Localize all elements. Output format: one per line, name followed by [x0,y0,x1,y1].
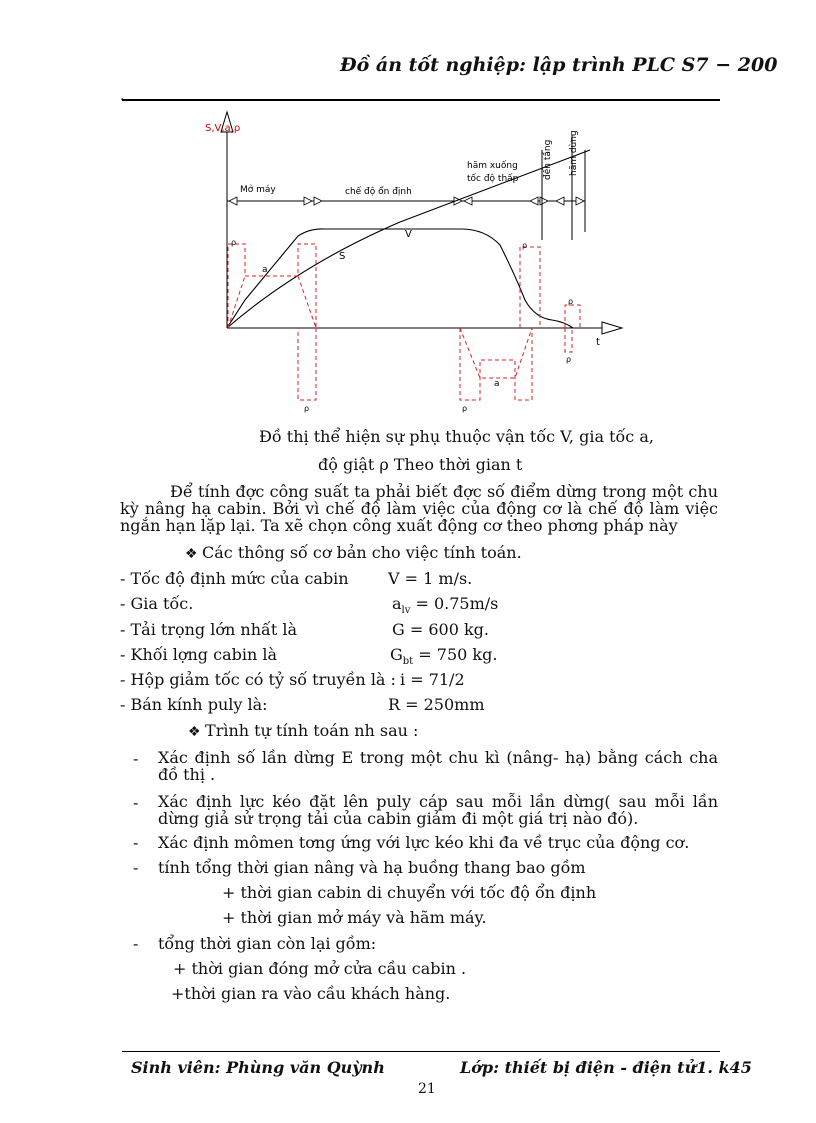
x-axis-arrow [602,322,622,334]
y-axis-label: S,V,a,ρ [205,123,241,134]
step-item: Xác định mômen tơng ứng với lực kéo khi đa về trục của động cơ. [158,833,690,852]
page-number: 21 [418,1081,436,1097]
rho-label-1: ρ [231,238,237,247]
rho-label-4: ρ [522,241,528,250]
header-dot: . [120,88,125,104]
rho-label-2: ρ [304,404,310,413]
param-row: - Hộp giảm tốc có tỷ số truyền là : [120,670,396,689]
step-dash: - [133,749,139,768]
diamond-bullet-icon: ❖ [188,724,206,740]
caption-line-2: độ giật ρ Theo thời gian t [318,455,523,474]
phase-stop-label-1: đến tầng [543,139,553,180]
step-item: Xác định số lần dừng E trong một chu kì (nâng- hạ) bằng cách cha đồ thị . [158,748,718,784]
footer-student: Sinh viên: Phùng văn Quỳnh [131,1058,385,1077]
remaining-heading: tổng thời gian còn lại gồm: [158,934,377,953]
rho-label-5: ρ [568,297,574,306]
velocity-label: V [405,229,412,240]
param-row: - Tốc độ định mức của cabin [120,569,349,588]
steps-heading: ❖ Trình tự tính toán nh sau : [188,721,419,740]
step-item: Xác định lực kéo đặt lên puly cáp sau mỗi lần dừng( sau mỗi lần dừng giả sử trọng tải của cabin giảm đi một giá trị nào đó). [158,792,718,828]
phase-stop-label-2: hãm dừng [569,130,579,176]
header-title: Đồ án tốt nghiệp: lập trình PLC S7 − 200 [340,54,778,76]
param-value: $G_{bt} = 750$ kg. [390,645,498,668]
footer-class: Lớp: thiết bị điện - điện tử1. k45 [460,1058,752,1077]
phase-brake-label-2: tốc độ thấp [467,174,519,184]
param-value: $a_{lv} = 0.75m/s$ [392,594,499,617]
param-row: - Khối lợng cabin là [120,645,278,664]
step-dash: - [133,858,139,877]
param-value: i = 71/2 [400,670,465,689]
accel-label-brake: a [494,379,500,389]
step-item: tính tổng thời gian nâng và hạ buồng thang bao gồm [158,858,586,877]
phase-steady-label: chế độ ổn định [345,187,412,197]
rho-label-3: ρ [462,404,468,413]
param-row: - Bán kính puly là: [120,695,268,714]
caption-line-1: Đồ thị thể hiện sự phụ thuộc vận tốc V, gia tốc a, [259,427,654,446]
intro-paragraph: Để tính đợc công suất ta phải biết đợc số điểm dừng trong một chu kỳ nâng hạ cabin. Bởi vì chế độ làm việc của động cơ là chế độ làm việc ngắn hạn lặp lại. Ta xẽ chọn công xuất động cơ theo phơng pháp này [120,482,718,535]
distance-label: S [339,251,346,262]
step-dash: - [133,793,139,812]
diamond-bullet-icon: ❖ [185,546,203,562]
step-dash: - [133,833,139,852]
phase-start-label: Mở máy [240,185,276,195]
phase-brake-label-1: hãm xuống [467,161,518,171]
param-row: - Gia tốc. [120,594,194,613]
sub-item: + thời gian cabin di chuyển với tốc độ ổn định [222,883,597,902]
x-axis-label: t [596,337,600,348]
remaining-item: + thời gian đóng mở cửa cầu cabin . [173,959,467,978]
params-heading: ❖ Các thông số cơ bản cho việc tính toán. [185,543,522,562]
accel-label: a [262,265,268,275]
header-rule [122,99,720,101]
footer-rule [122,1051,720,1052]
param-value: V = 1 m/s. [388,569,473,588]
rho-label-6: ρ [566,355,572,364]
sub-item: + thời gian mở máy và hãm máy. [222,908,487,927]
param-value: G = 600 kg. [392,620,490,639]
param-value: R = 250mm [388,695,485,714]
param-row: - Tải trọng lớn nhất là [120,620,297,639]
step-dash: - [133,934,139,953]
accel-jerk-curves [228,244,580,400]
motion-diagram [190,108,630,418]
remaining-item: +thời gian ra vào cầu khách hàng. [171,984,451,1003]
